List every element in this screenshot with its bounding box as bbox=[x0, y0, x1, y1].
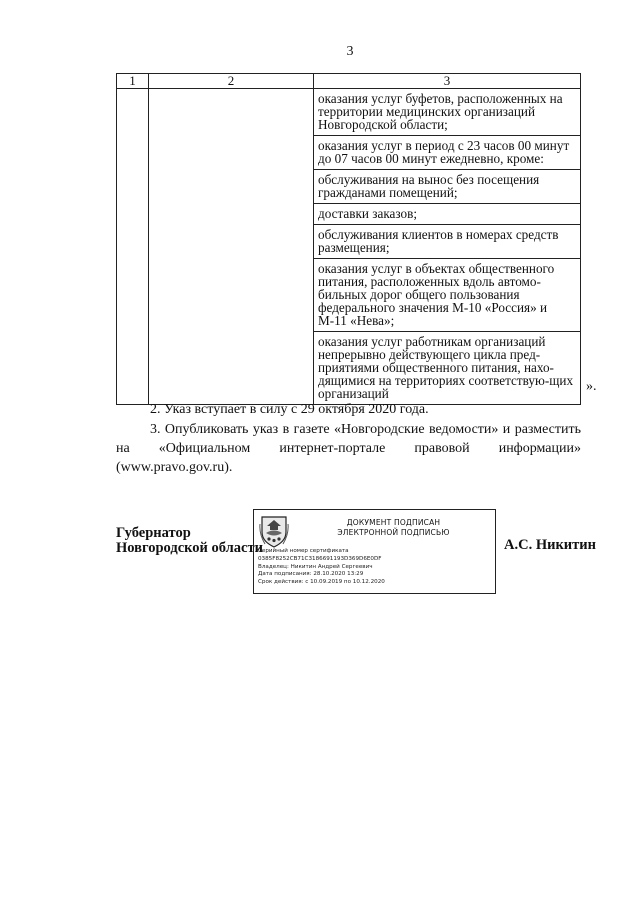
stamp-heading-line-1: ДОКУМЕНТ ПОДПИСАН bbox=[346, 518, 441, 527]
coat-of-arms-icon bbox=[259, 514, 289, 548]
list-item: доставки заказов; bbox=[314, 204, 580, 225]
stamp-heading bbox=[296, 518, 491, 538]
list-item: обслуживания клиентов в номерах средств размещения; bbox=[314, 225, 580, 259]
table-row bbox=[117, 89, 581, 405]
table-cell-empty-1 bbox=[117, 89, 149, 405]
stamp-cert-number: 0385F8252CB71C3186691193D369D6E0DF bbox=[258, 555, 382, 562]
stamp-validity: Срок действия: с 10.09.2019 по 10.12.2020 bbox=[258, 579, 385, 586]
stamp-cert-label: Серийный номер сертификата bbox=[258, 548, 349, 554]
list-item: оказания услуг буфетов, расположенных на территории медицинских организаций Новгородской области; bbox=[314, 89, 580, 136]
list-item: оказания услуг работникам организаций непрерывно действующего цикла пред-приятиями общественного питания, нахо-дящимися на территориях соответствую-щих организаций bbox=[318, 334, 574, 401]
list-item: оказания услуг в период с 23 часов 00 минут до 07 часов 00 минут ежедневно, кроме: bbox=[314, 136, 580, 170]
signer-title bbox=[116, 526, 263, 556]
list-item: обслуживания на вынос без посещения гражданами помещений; bbox=[314, 170, 580, 204]
column-header-3: 3 bbox=[314, 74, 581, 89]
list-item: оказания услуг в объектах общественного питания, расположенных вдоль автомо-бильных дорог общего пользования федерального значения М-10 «Россия» и М-11 «Нева»; bbox=[314, 259, 580, 332]
column-header-2: 2 bbox=[149, 74, 314, 89]
stamp-signed-date: Дата подписания: 28.10.2020 13:29 bbox=[258, 571, 364, 578]
paragraph-effective-date: 2. Указ вступает в силу с 29 октября 2020 года. bbox=[150, 402, 429, 417]
closing-quote-mark: ». bbox=[586, 379, 597, 394]
column-header-1: 1 bbox=[117, 74, 149, 89]
table-header-row bbox=[117, 74, 581, 89]
electronic-signature-stamp bbox=[253, 509, 496, 594]
stamp-heading-line-2: ЭЛЕКТРОННОЙ ПОДПИСЬЮ bbox=[337, 528, 450, 537]
signer-name: А.С. Никитин bbox=[504, 537, 596, 553]
table-cell-empty-2 bbox=[149, 89, 314, 405]
signer-title-line-2: Новгородской области bbox=[116, 540, 263, 556]
paragraph-publication: 3. Опубликовать указ в газете «Новгородские ведомости» и разместить на «Официальном интернет-портале правовой информации» (www.pravo.gov.ru). bbox=[116, 422, 581, 475]
exceptions-table bbox=[116, 73, 581, 405]
stamp-owner: Владелец: Никитин Андрей Сергеевич bbox=[258, 563, 373, 570]
stamp-details bbox=[258, 548, 494, 587]
page-number: 3 bbox=[346, 44, 354, 59]
table-cell-items bbox=[314, 89, 581, 405]
signer-title-line-1: Губернатор bbox=[116, 525, 191, 541]
